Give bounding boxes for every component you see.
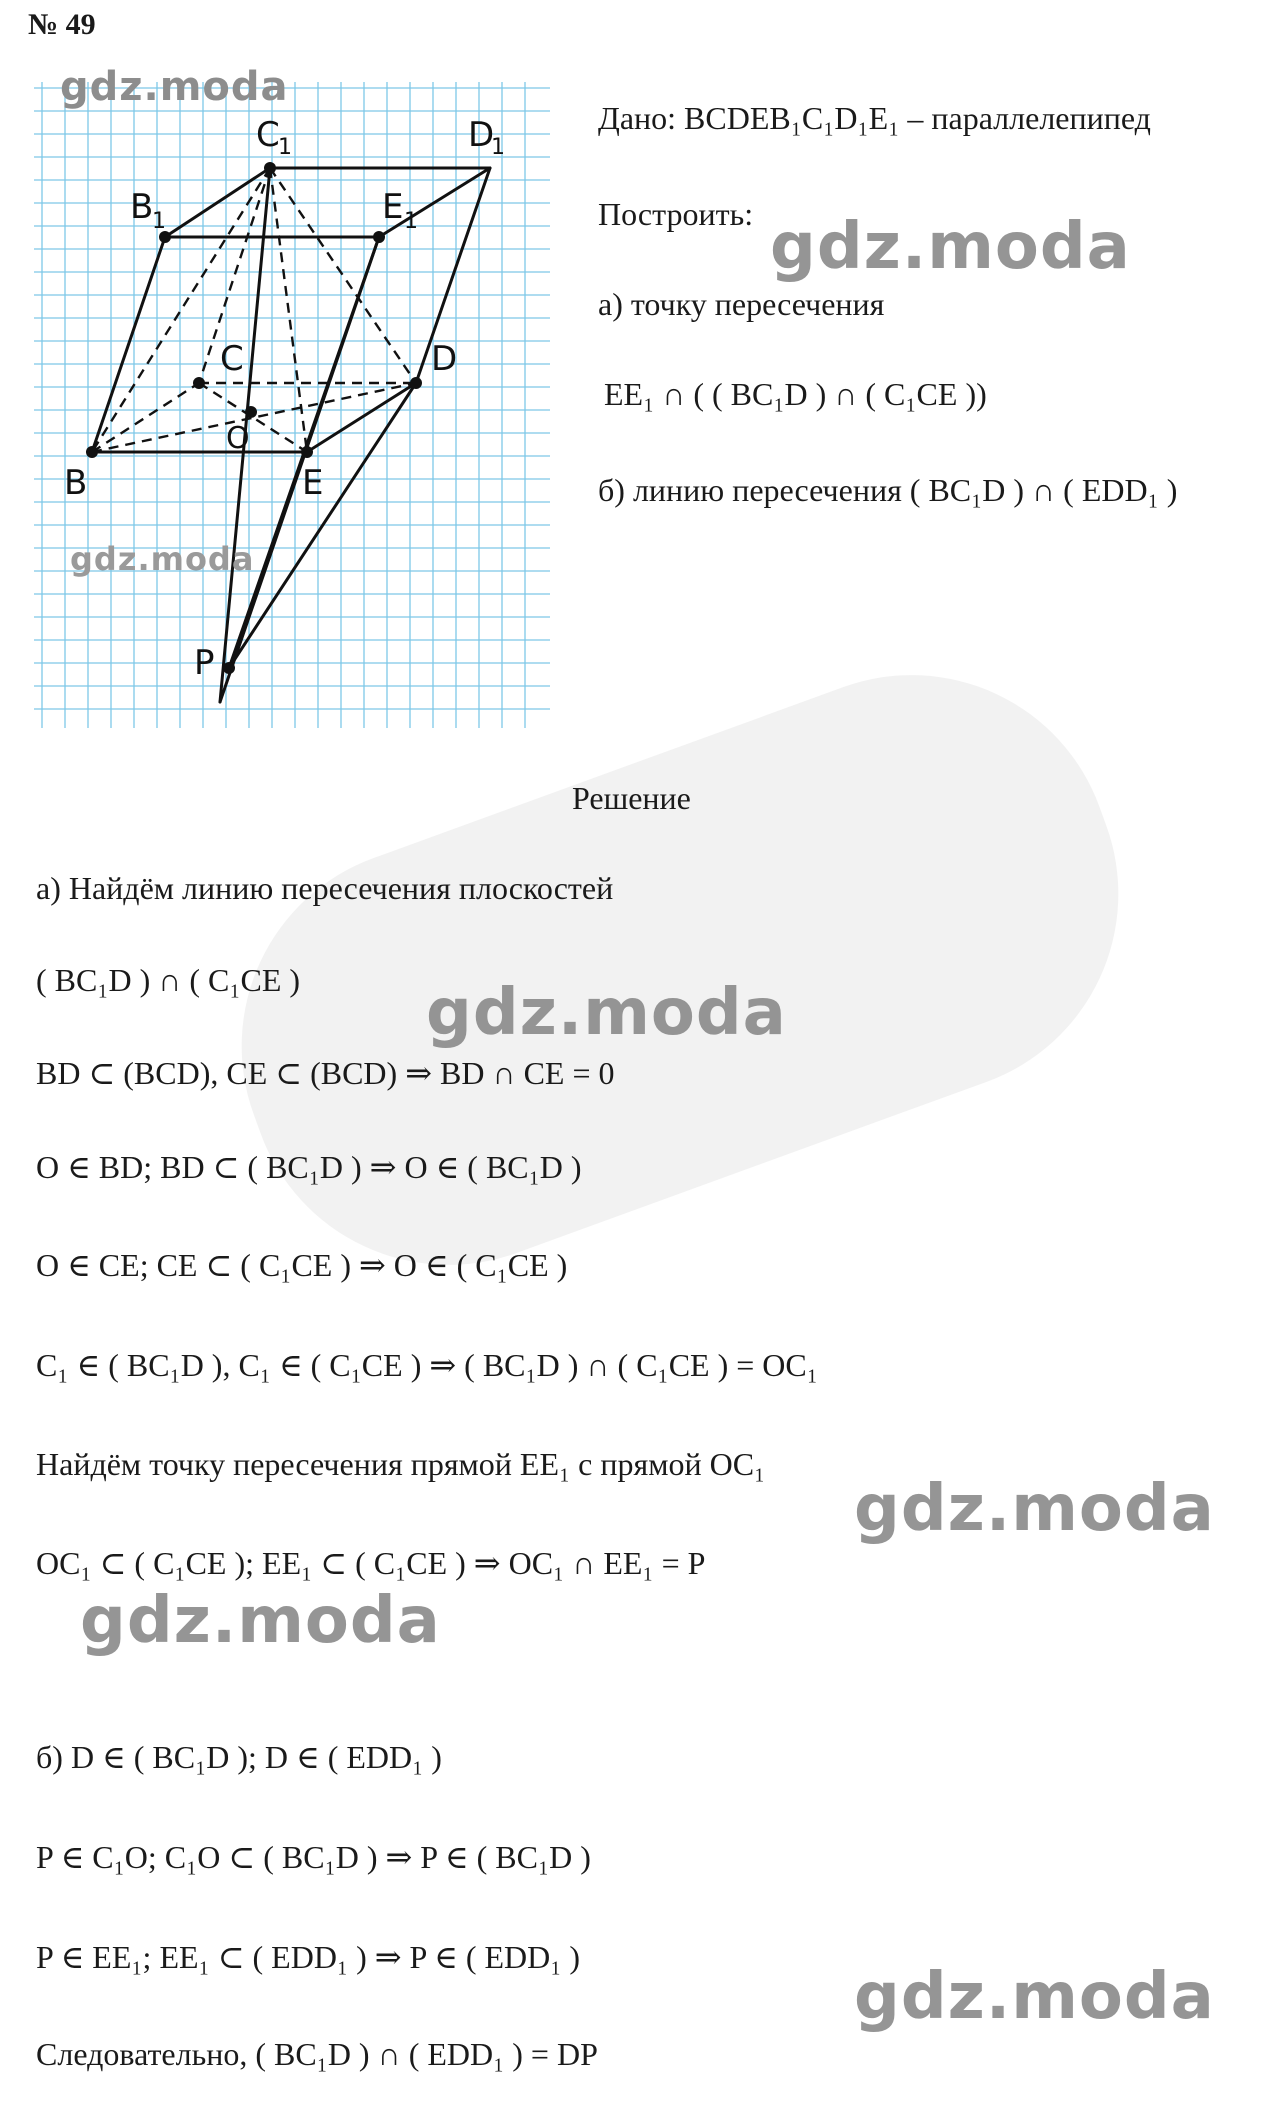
diag-bd <box>92 383 416 452</box>
point-p <box>223 662 235 674</box>
given-line-4: EE₁ ∩ ( ( BC₁D ) ∩ ( C₁CE )) <box>604 376 987 412</box>
line-ext <box>220 237 379 702</box>
label-d1-sub: 1 <box>491 135 505 160</box>
watermark-figure-bottom: gdz.moda <box>70 540 255 578</box>
solution-line: O ∈ CE; CE ⊂ ( C₁CE ) ⇒ O ∈ ( C₁CE ) <box>36 1247 568 1283</box>
label-b: B <box>64 463 88 503</box>
label-e: E <box>302 463 324 503</box>
label-c: C <box>220 339 244 379</box>
point-c <box>193 377 205 389</box>
given-line-2: Построить: <box>598 196 754 232</box>
solution-line: Следовательно, ( BC₁D ) ∩ ( EDD₁ ) = DP <box>36 2036 598 2072</box>
label-e1-sub: 1 <box>404 209 418 234</box>
solution-line: P ∈ EE₁; EE₁ ⊂ ( EDD₁ ) ⇒ P ∈ ( EDD₁ ) <box>36 1939 581 1975</box>
point-b <box>86 446 98 458</box>
point-e1 <box>373 231 385 243</box>
watermark-solution-2: gdz.moda <box>854 1472 1215 1546</box>
watermark-solution-1: gdz.moda <box>426 976 787 1050</box>
solution-line: BD ⊂ (BCD), CE ⊂ (BCD) ⇒ BD ∩ CE = 0 <box>36 1055 615 1091</box>
point-o <box>245 406 257 418</box>
edge-bb1 <box>92 237 165 452</box>
label-c1: C <box>256 115 280 155</box>
point-c1 <box>264 162 276 174</box>
label-d1: D <box>468 115 495 155</box>
label-b1-sub: 1 <box>152 209 166 234</box>
figure-svg <box>34 82 550 728</box>
geometry-figure <box>34 82 550 728</box>
watermark-solution-4: gdz.moda <box>854 1960 1215 2034</box>
label-d: D <box>431 339 458 379</box>
given-line-5: б) линию пересечения ( BC₁D ) ∩ ( EDD₁ ) <box>598 472 1178 508</box>
solution-line: Найдём точку пересечения прямой EE₁ с прямой OC₁ <box>36 1446 766 1482</box>
watermark-figure-top: gdz.moda <box>60 64 289 110</box>
solution-line: P ∈ C₁O; C₁O ⊂ ( BC₁D ) ⇒ P ∈ ( BC₁D ) <box>36 1839 591 1875</box>
given-line-1: Дано: BCDEB₁C₁D₁E₁ – параллелепипед <box>598 100 1151 136</box>
point-e <box>301 446 313 458</box>
label-b1: B <box>130 187 154 227</box>
solution-line: O ∈ BD; BD ⊂ ( BC₁D ) ⇒ O ∈ ( BC₁D ) <box>36 1149 582 1185</box>
label-o: O <box>226 421 250 456</box>
solution-line: б) D ∈ ( BC₁D ); D ∈ ( EDD₁ ) <box>36 1739 442 1775</box>
label-c1-sub: 1 <box>278 135 292 160</box>
given-line-3: а) точку пересечения <box>598 286 885 322</box>
watermark-given: gdz.moda <box>770 210 1131 284</box>
solution-line: ( BC₁D ) ∩ ( C₁CE ) <box>36 962 301 998</box>
point-d <box>410 377 422 389</box>
watermark-solution-3: gdz.moda <box>80 1584 441 1658</box>
problem-number: № 49 <box>28 8 96 41</box>
solution-line: а) Найдём линию пересечения плоскостей <box>36 870 614 906</box>
solution-line: C₁ ∈ ( BC₁D ), C₁ ∈ ( C₁CE ) ⇒ ( BC₁D ) ∩ ( C₁CE ) = OC₁ <box>36 1347 818 1383</box>
solution-title: Решение <box>572 780 691 816</box>
label-e1: E <box>382 187 404 227</box>
label-p: P <box>194 643 215 683</box>
solution-line: OC₁ ⊂ ( C₁CE ); EE₁ ⊂ ( C₁CE ) ⇒ OC₁ ∩ EE₁ = P <box>36 1545 706 1581</box>
